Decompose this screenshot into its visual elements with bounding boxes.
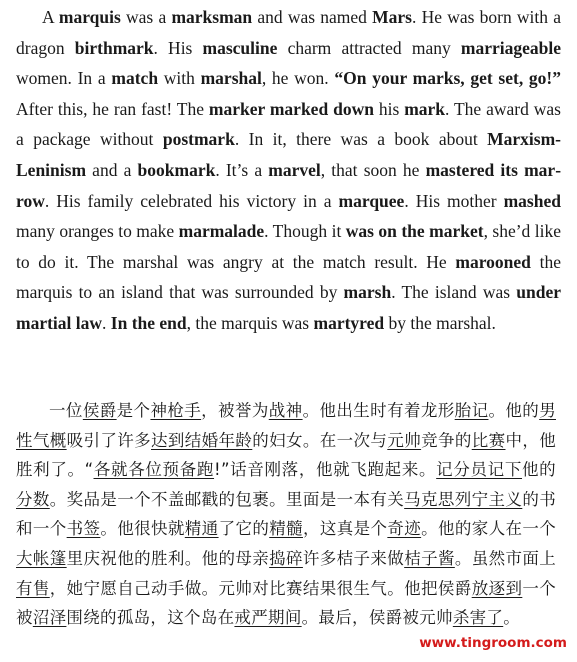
vocab-term: marker marked down	[208, 98, 374, 119]
text-run: . Though it	[264, 221, 346, 242]
text-run: A	[42, 7, 59, 27]
vocab-term: match	[111, 68, 159, 89]
text-run: !”话音刚落，他就飞跑起来。	[214, 460, 437, 480]
text-run: 。他很快就	[100, 519, 185, 539]
translated-term: 达到结婚年龄	[151, 430, 253, 450]
text-run: 。最后，侯爵被元帅	[301, 608, 453, 628]
translated-term: 杀害了	[452, 608, 504, 628]
translated-term: 有售	[16, 578, 50, 598]
text-run: the marquis to an island that was surrounded by	[16, 251, 561, 303]
vocab-term: In the end	[110, 312, 187, 333]
vocab-term: mark	[404, 98, 446, 119]
text-run: 吸引了许多	[66, 430, 152, 450]
text-run: 的妇女。在一次与	[252, 430, 388, 450]
translated-term: 分数	[16, 489, 50, 509]
text-run: 中，他胜利了。“	[16, 430, 557, 480]
vocab-term: marquee	[338, 190, 405, 211]
vocab-term: “On your marks, get set, go!”	[334, 68, 561, 89]
vocab-term: under martial law	[16, 282, 561, 333]
text-run: women. In a	[16, 68, 112, 89]
vocab-term: marksman	[171, 7, 253, 27]
text-run: . His	[153, 37, 203, 58]
text-run: charm attracted many	[277, 37, 461, 58]
translated-term: 各就各位预备跑	[93, 460, 215, 480]
text-run: . His mother	[404, 190, 504, 211]
text-run: with	[158, 68, 201, 89]
text-run: many oranges to make	[16, 221, 179, 242]
text-run: was a	[120, 7, 172, 27]
vocab-term: Mars	[372, 7, 412, 27]
vocab-term: mastered its marrow	[16, 159, 562, 211]
translated-term: 比赛	[471, 430, 506, 450]
vocab-term: mashed	[503, 190, 561, 211]
vocab-term: martyred	[313, 312, 385, 333]
translated-term: 书签	[66, 519, 101, 539]
translated-term: 记分员记下	[436, 460, 523, 480]
text-run: 。他的家人在一个	[421, 519, 557, 539]
vocab-term: marooned	[455, 251, 531, 272]
text-run: , he won.	[261, 68, 335, 89]
vocab-term: marriageable	[460, 37, 561, 58]
translated-term: 战神	[268, 401, 303, 420]
vocab-term: masculine	[202, 37, 278, 58]
text-run: . It’s a	[215, 159, 269, 180]
watermark-url: www.tingroom.com	[415, 634, 571, 652]
vocab-term: was on the market	[345, 221, 484, 242]
text-run: 了它的	[218, 519, 270, 539]
text-run: 一位	[49, 401, 83, 420]
vocab-term: marsh	[343, 282, 392, 303]
text-run: ，她宁愿自己动手做。元帅对比赛结果很生气。他把侯爵	[49, 578, 472, 598]
english-paragraph	[16, 2, 561, 339]
vocab-term: marshal	[200, 68, 262, 89]
translated-term: 元帅	[387, 430, 422, 450]
text-run: 他的	[522, 460, 556, 480]
vocab-term: postmark	[162, 129, 235, 150]
text-run: , that soon he	[320, 159, 426, 180]
vocab-term: marmalade	[178, 221, 265, 242]
text-run: ，这真是个	[302, 519, 388, 539]
text-run: 。他的	[488, 401, 540, 420]
vocab-term: bookmark	[137, 159, 216, 180]
text-run: . The island was	[391, 282, 517, 303]
translated-term: 桔子酱	[404, 548, 455, 568]
translated-term: 精髓	[269, 519, 303, 539]
translated-term: 精通	[184, 519, 219, 539]
translated-term: 大帐篷	[16, 548, 67, 568]
text-run: 。	[503, 608, 521, 628]
translated-term: 男性气概	[16, 401, 556, 450]
text-run: 。他出生时有着龙形	[302, 401, 455, 420]
text-run: 。虽然市面上	[454, 548, 557, 568]
text-run: 是个	[116, 401, 151, 420]
vocab-term: Marxism-Leninism	[16, 129, 562, 180]
text-run: . He was born with a dragon	[16, 7, 561, 58]
text-run: 。奖品是一个不盖邮戳的包裹。里面是一本有关	[49, 489, 405, 509]
translated-term: 戒严期间	[234, 608, 302, 628]
text-run: 的书和一个	[16, 489, 556, 539]
text-run: . The award was a package without	[16, 98, 561, 150]
translated-term: 神枪手	[150, 401, 202, 420]
text-run: , the marquis was	[186, 312, 314, 333]
vocab-term: marquis	[58, 7, 121, 27]
translated-term: 侯爵	[82, 401, 117, 420]
text-run: ，被誉为	[201, 401, 269, 420]
vocab-term: birthmark	[74, 37, 154, 58]
text-run: , she’d like to do it. The marshal was angry at the match result. He	[16, 221, 561, 272]
chinese-paragraph	[16, 396, 556, 633]
text-run: and was named	[252, 7, 373, 27]
text-run: 许多桔子来做	[302, 548, 405, 568]
translated-term: 沼泽	[32, 608, 67, 628]
text-run: his	[373, 98, 405, 119]
translated-term: 马克思列宁主义	[404, 489, 523, 509]
translated-term: 奇迹	[387, 519, 422, 539]
translated-term: 胎记	[454, 401, 489, 420]
translated-term: 捣碎	[269, 548, 303, 568]
text-run: . His family celebrated his victory in a	[44, 190, 339, 211]
text-run: 一个被	[16, 578, 557, 628]
text-run: . In it, there was a book about	[234, 129, 488, 150]
text-run: .	[102, 312, 111, 333]
text-run: 竞争的	[421, 430, 472, 450]
text-run: and a	[86, 159, 138, 180]
vocab-term: marvel	[268, 159, 321, 180]
text-run: 里庆祝他的胜利。他的母亲	[66, 548, 270, 568]
text-run: After this, he ran fast! The	[16, 98, 209, 119]
text-run: by the marshal.	[384, 312, 496, 333]
text-run: 围绕的孤岛，这个岛在	[66, 608, 235, 628]
translated-term: 放逐到	[471, 578, 523, 598]
